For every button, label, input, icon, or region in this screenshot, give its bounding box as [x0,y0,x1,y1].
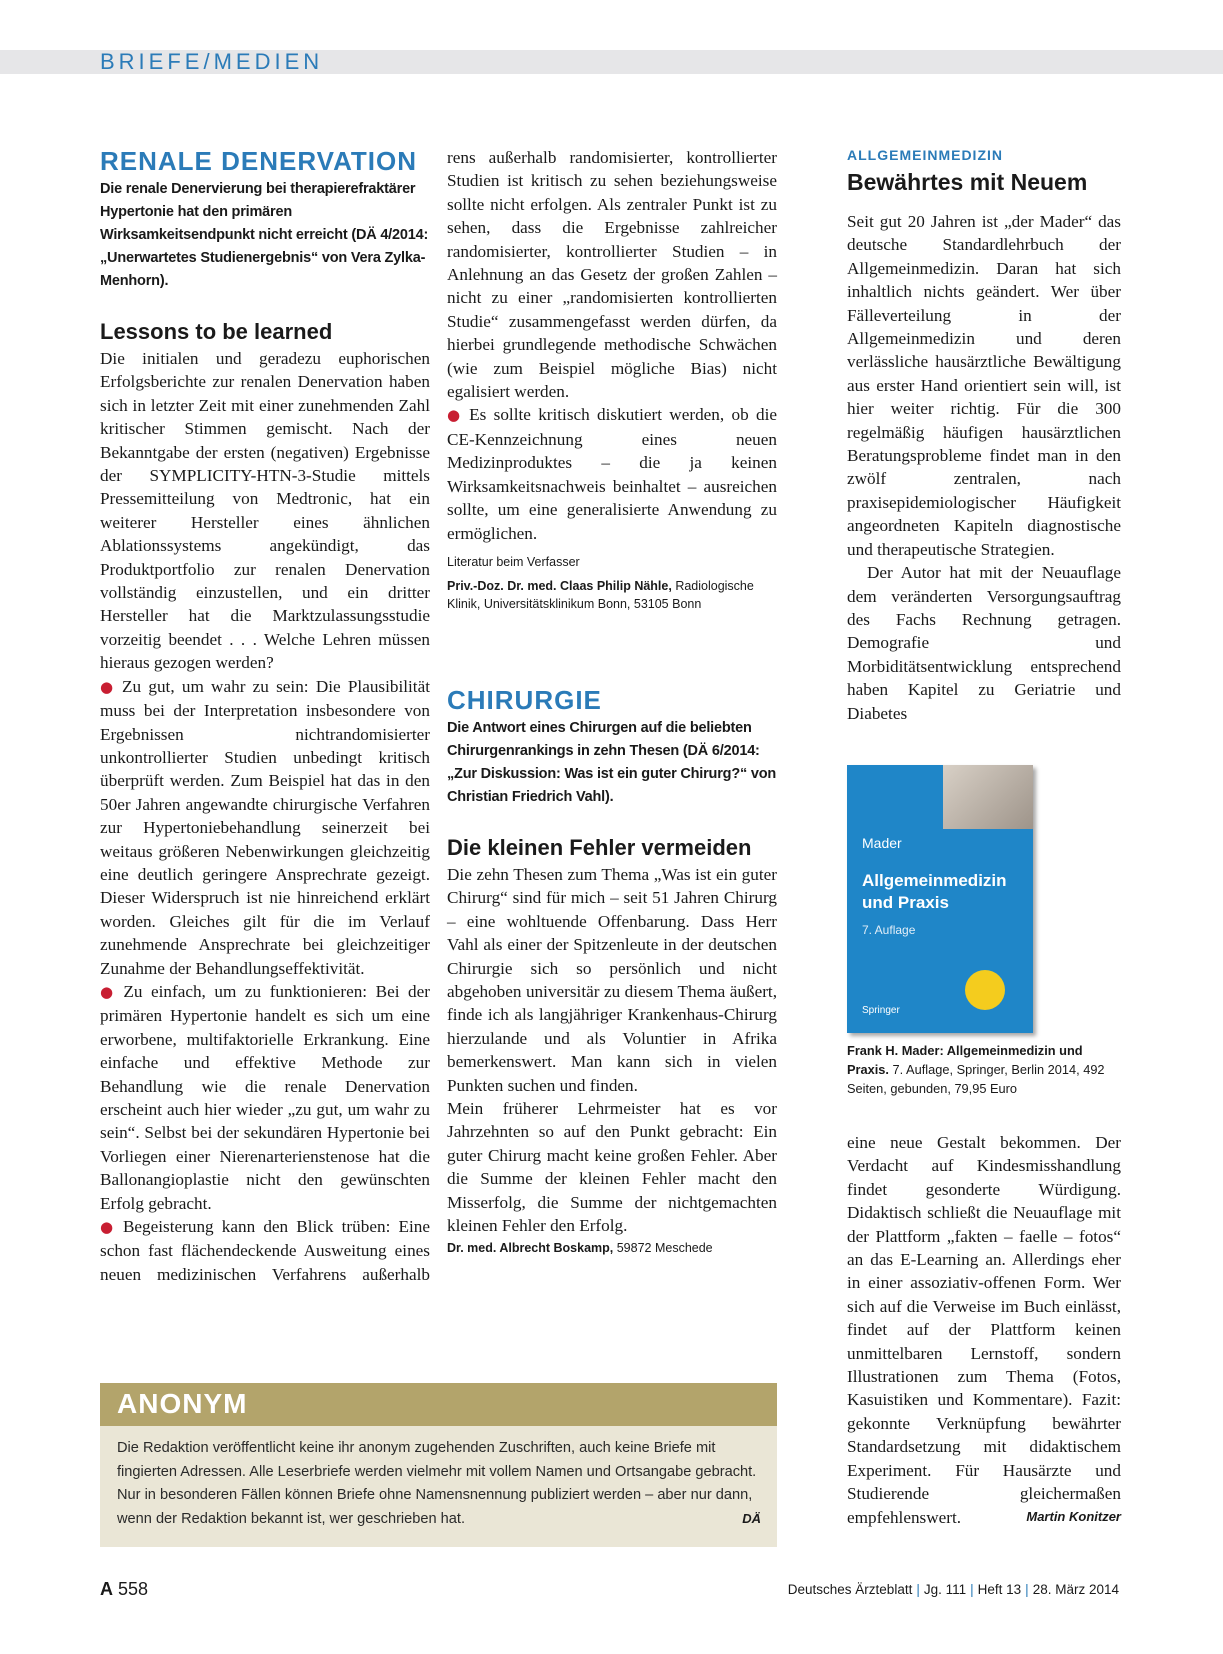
column-1 [100,146,430,1285]
review-paragraph: eine neue Gestalt bekommen. Der Verdacht auf Kindesmisshandlung findet gesonderte Würdigung. Didaktisch schließt die Neuauflage mit der Plattform „fakten – faelle – fotos“ an das E-Learning an. Allerdings eher in einer assoziativ-offenen Form. Wer sich auf die Verweise im Buch einlässt, findet auf der Plattform keinen unmittelbaren Lernstoff, sondern Illustrationen zum Thema (Fotos, Kasuistiken und Kommentare). Fazit: gekonnte Verknüpfung bewährter Standardsetzung mit didaktischem Experiment. Für Hausärzte und Studierende gleichermaßen empfehlenswert. [847,1133,1121,1527]
separator: | [916,1582,920,1597]
cover-author: Mader [862,835,902,851]
bullet-text: Zu einfach, um zu funktionieren: Bei der primären Hypertonie handelt es sich um eine erworbene, multifaktorielle Erkrankung. Eine einfache und effektive Methode zur Behandlung wie die renale Denervation erscheint auch hier wieder „zu gut, um wahr zu sein“. Selbst bei der sekundären Hypertonie bei Vorliegen einer Nierenarterienstenose hat die Ballonangioplastie nicht den gewünschten Erfolg gebracht. [100,981,430,1213]
bullet-item [100,675,430,980]
cover-publisher: Springer [862,1005,900,1016]
separator: | [1025,1582,1029,1597]
anonym-box-header [100,1383,777,1426]
page-number-value: 558 [118,1579,149,1599]
bullet-text: Es sollte kritisch diskutiert werden, ob die CE-Kennzeichnung eines neuen Medizinproduktes – die ja keinen Wirksamkeitsnachweis beinhaltet – ausreichen sollte, um eine generalisierte Anwendung zu ermöglichen. [447,405,778,543]
cover-edition: 7. Auflage [862,923,916,937]
review-paragraph: Seit gut 20 Jahren ist „der Mader“ das deutsche Standardlehrbuch der Allgemeinmedizin. Daran hat sich inhaltlich nichts geändert. Wer über Fälleverteilung in der Allgemeinmedizin und deren verlässliche hausärztliche Bewältigung aus erster Hand orientiert sein will, ist hier weiter richtig. Für die 300 regelmäßig häufigen hausärztlichen Beratungsprobleme findet man in den zwölf zentralen, nach praxisepidemiologischer Häufigkeit angeordneten Kapiteln diagnostische und therapeutische Strategien. [847,212,1121,559]
author-affiliation: Radiologische Klinik, Universitätsklinikum Bonn, 53105 Bonn [447,578,754,611]
anonym-title: ANONYM [117,1388,248,1419]
column-3-continued [847,1131,1121,1527]
review-author: Martin Konitzer [1026,1508,1121,1524]
column-3 [847,146,1121,725]
bullet-continuation: rens außerhalb randomisierter, kontrollierter Studien ist kritisch zu sehen beziehungsweise sollte nicht erfolgen. Als zentraler Punkt ist zu sehen, dass die Ergebnisse zahlreicher randomisierter, kontrollierter Studien – in Anlehnung an das Gesetz der großen Zahlen – nicht zu einer „randomisierten kontrollierten Studie“ zusammengefasst werden dürfen, da hierbei grundlegende methodische Schwächen (wie zum Beispiel mögliche Bias) nicht egalisiert werden. [447,148,777,402]
section-title-chirurgie: CHIRURGIE [447,684,602,715]
cover-badge [965,970,1005,1010]
article-paragraph: Die initialen und geradezu euphorischen Erfolgsberichte zur renalen Denervation haben sich in letzter Zeit mit einer zunehmenden Zahl kritischer Stimmen gemischt. Nach der Bekanntgabe der ersten (negativen) Ergebnisse der SYMPLICITY-HTN-3-Studie mittels Pressemitteilung von Medtronic, hat ein weiterer Hersteller eines ähnlichen Ablationssystems angekündigt, das Produktportfolio zur renalen Denervation vollständig einzustellen, und ein dritter Hersteller hat die Marktzulassungsstudie vorzeitig beendet . . . Welche Lehren müssen hieraus gezogen werden? [100,349,430,673]
article-title-fehler: Die kleinen Fehler vermeiden [447,834,752,860]
article-paragraph: Mein früherer Lehrmeister hat es vor Jahrzehnten so auf den Punkt gebracht: Ein guter Chirurg macht keine großen Fehler. Aber die Summe der kleinen Fehler macht den Misserfolg, die Summe der nichtgemachten kleinen Fehler den Erfolg. [447,1098,777,1235]
caption-title: Frank H. Mader: Allgemeinmedizin und Praxis. [847,1043,1083,1077]
author-signature [447,1239,777,1257]
article-paragraph: Die zehn Thesen zum Thema „Was ist ein guter Chirurg“ sind für mich – seit 51 Jahren Chirurg – eine wohltuende Offenbarung. Dass Herr Vahl als einer der Spitzenleute in der deutschen Chirurgie sich so persönlich und nicht abgehoben universitär zu diesem Thema äußert, finde ich als langjähriger Krankenhaus-Chirurg hierzulande und als Voluntier in Afrika bemerkenswert. Man kann sich in vielen Punkten suchen und finden. [447,864,777,1095]
book-caption [847,1041,1127,1098]
review-paragraph: Der Autor hat mit der Neuauflage dem veränderten Versorgungsauftrag des Fachs Rechnung getragen. Demografie und Morbiditätsentwicklung entsprechend haben Kapitel zu Geriatrie und Diabetes [847,563,1121,723]
book-cover-image [847,765,1033,1033]
literature-note: Literatur beim Verfasser [447,554,580,569]
footer-info [788,1580,1119,1600]
bullet-icon [447,405,469,424]
bullet-icon [100,1217,123,1236]
bullet-icon [100,982,123,1001]
bullet-icon [100,677,122,696]
section-title-renale: RENALE DENERVATION [100,146,418,176]
separator: | [970,1582,974,1597]
anonym-text: Die Redaktion veröffentlicht keine ihr anonym zugehenden Zuschriften, auch keine Briefe mit fingierten Adressen. Alle Leserbriefe werden vielmehr mit vollem Namen und Ortsangabe gebracht. Nur in besonderen Fällen können Briefe ohne Namensnennung publiziert werden – aber nur dann, wenn der Redaktion bekannt ist, wer geschrieben hat. [117,1440,757,1527]
section-intro-renale: Die renale Denervierung bei therapierefraktärer Hypertonie hat den primären Wirksamkeitsendpunkt nicht erreicht (DÄ 4/2014: „Unerwartetes Studienergebnis“ von Vera Zylka-Menhorn). [100,181,429,289]
bullet-text: Zu gut, um wahr zu sein: Die Plausibilität muss bei der Interpretation insbesondere von Ergebnissen nichtrandomisierter unkontrollierter Studien unbedingt kritisch überprüft werden. Zum Beispiel hat das in den 50er Jahren angewandte chirurgische Verfahren zur Hypertoniebehandlung seinerzeit bei weitaus größeren Nebenwirkungen gleichzeitig eine deutlich geringere Ansprechrate gezeigt. Dieser Widerspruch ist nie hinreichend erklärt worden. Gleiches gilt für die im Verlauf zunehmende Ansprechrate bei gleichzeitiger Zunahme der Behandlungseffektivität. [100,676,430,978]
anonym-signature: DÄ [742,1511,761,1526]
bullet-item [100,1215,430,1285]
section-intro-chirurgie: Die Antwort eines Chirurgen auf die beliebten Chirurgenrankings in zehn Thesen (DÄ 6/2014: „Zur Diskussion: Was ist ein guter Chirurg?“ von Christian Friedrich Vahl). [447,719,777,805]
author-signature [447,577,777,613]
section-header: BRIEFE/MEDIEN [100,49,324,74]
date: 28. März 2014 [1032,1582,1119,1597]
review-kicker: ALLGEMEINMEDIZIN [847,147,1003,163]
volume: Jg. 111 [923,1582,967,1597]
cover-title: Allgemeinmedizin und Praxis [862,871,1007,912]
cover-photo [943,765,1033,829]
author-location: 59872 Meschede [613,1241,713,1256]
issue: Heft 13 [977,1582,1022,1597]
bullet-item [447,403,777,544]
bullet-text: Begeisterung kann den Blick trüben: Eine schon fast flächendeckende Ausweitung eines neuen medizinischen Verfahrens außerhalb [100,1217,430,1284]
page-prefix: A [100,1579,113,1599]
bullet-item [100,980,430,1215]
page-number [100,1578,148,1600]
journal-name: Deutsches Ärzteblatt [787,1582,913,1597]
caption-details: 7. Auflage, Springer, Berlin 2014, 492 Seiten, gebunden, 79,95 Euro [847,1062,1105,1096]
review-title: Bewährtes mit Neuem [847,169,1088,195]
column-2 [447,146,777,1257]
anonym-box [100,1426,777,1547]
author-name: Dr. med. Albrecht Boskamp, [447,1241,614,1256]
author-name: Priv.-Doz. Dr. med. Claas Philip Nähle, [447,578,672,593]
article-title-lessons: Lessons to be learned [100,319,333,344]
